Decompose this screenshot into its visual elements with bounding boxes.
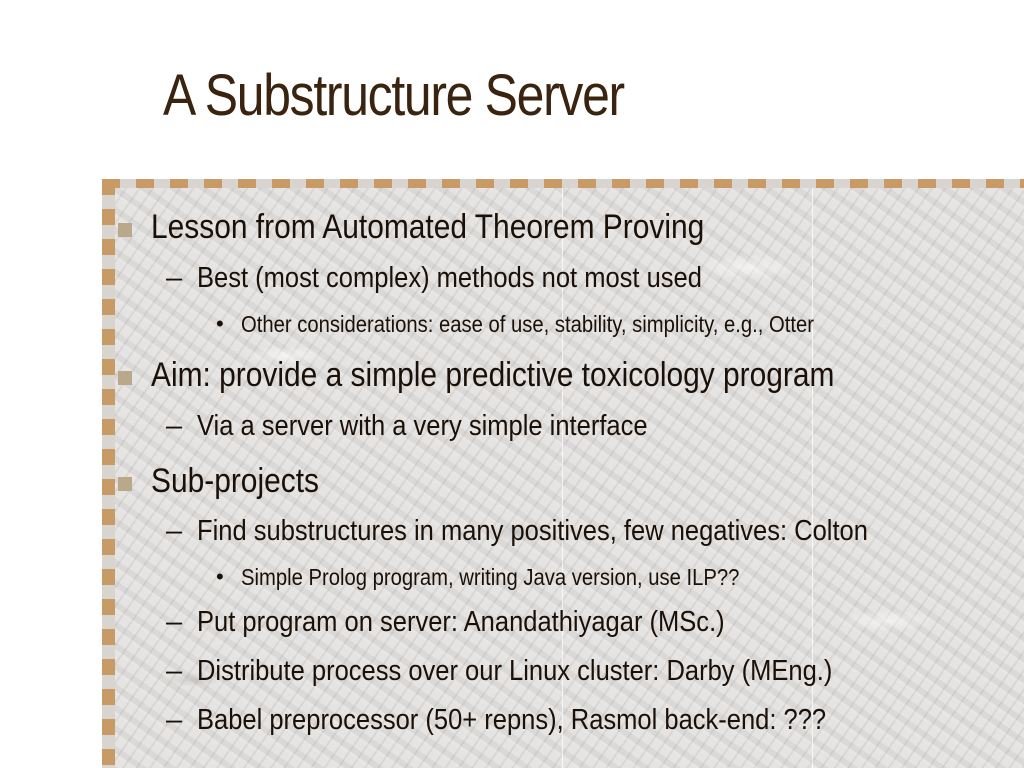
dot-bullet-icon: • <box>216 564 224 589</box>
bullet-level3-text: Simple Prolog program, writing Java version, use ILP?? <box>241 564 740 590</box>
square-bullet-icon <box>118 477 132 491</box>
bullet-level2-text: Babel preprocessor (50+ repns), Rasmol back-end: ??? <box>197 704 827 736</box>
bullet-level1-text: Aim: provide a simple predictive toxicology program <box>151 356 835 394</box>
dash-bullet-icon: – <box>166 704 183 736</box>
bullet-level2-text: Distribute process over our Linux cluster: Darby (MEng.) <box>197 655 833 687</box>
bullet-level2-text: Find substructures in many positives, few negatives: Colton <box>197 515 868 547</box>
dot-bullet-icon: • <box>216 311 224 336</box>
bullet-level1-text: Lesson from Automated Theorem Proving <box>151 208 705 246</box>
dash-bullet-icon: – <box>166 410 183 442</box>
bullet-level2-text: Put program on server: Anandathiyagar (MSc.) <box>197 606 725 638</box>
bullet-level3-text: Other considerations: ease of use, stability, simplicity, e.g., Otter <box>241 311 814 337</box>
bullet-level2-text: Via a server with a very simple interface <box>197 410 648 442</box>
bullet-level1-text: Sub-projects <box>151 462 319 500</box>
bullet-level2-text: Best (most complex) methods not most used <box>197 262 702 294</box>
dash-bullet-icon: – <box>166 515 183 547</box>
dash-bullet-icon: – <box>166 606 183 638</box>
slide-title: A Substructure Server <box>163 63 624 128</box>
dash-bullet-icon: – <box>166 262 183 294</box>
dash-bullet-icon: – <box>166 655 183 687</box>
square-bullet-icon <box>118 223 132 237</box>
square-bullet-icon <box>118 371 132 385</box>
